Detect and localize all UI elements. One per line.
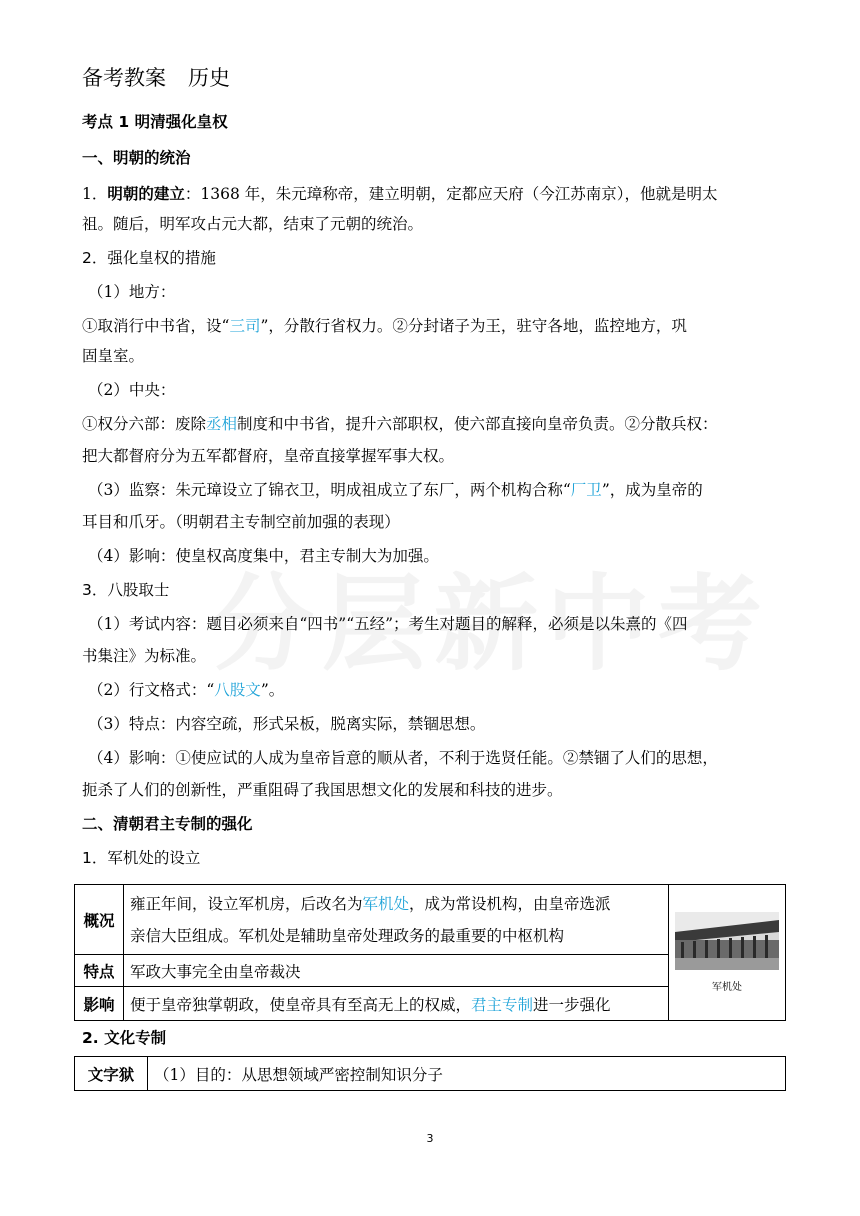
- paragraph-line: 扼杀了人们的创新性，严重阻碍了我国思想文化的发展和科技的进步。: [82, 781, 563, 799]
- text: 进一步强化: [533, 995, 611, 1014]
- row-header-wenziyu: 文字狱: [75, 1057, 148, 1091]
- label-local: （1）地方：: [88, 283, 176, 301]
- row-header-overview: 概况: [75, 885, 124, 955]
- subheading-culture: 2. 文化专制: [82, 1029, 167, 1047]
- text: 亲信大臣组成。军机处是辅助皇帝处理政务的最重要的中枢机构: [130, 926, 565, 945]
- highlight-junzhu: 君主专制: [471, 995, 534, 1014]
- kaodian-heading: 考点 1 明清强化皇权: [82, 113, 228, 131]
- paragraph-bagu-content: （1）考试内容：题目必须来自“四书”“五经”；考生对题目的解释，必须是以朱熹的《四: [88, 615, 688, 633]
- features-cell: 军政大事完全由皇帝裁决: [124, 955, 669, 987]
- section-heading-ming: 一、明朝的统治: [82, 149, 191, 167]
- row-header-impact: 影响: [75, 987, 124, 1021]
- overview-cell: [124, 885, 669, 955]
- text: ”，成为皇帝的: [601, 481, 703, 499]
- highlight-chengxiang: 丞相: [206, 415, 238, 433]
- row-header-features: 特点: [75, 955, 124, 987]
- item-number: 1．: [82, 185, 108, 203]
- highlight-sansi: 三司: [229, 317, 261, 335]
- paragraph-line: 固皇室。: [82, 347, 145, 365]
- paragraph-text: ：1368 年，朱元璋称帝，建立明朝，定都应天府（今江苏南京），他就是明太: [184, 185, 718, 203]
- text: 雍正年间，设立军机房，后改名为: [130, 894, 363, 913]
- subheading-measures: 2．强化皇权的措施: [82, 249, 216, 267]
- paragraph-line: 耳目和爪牙。（明朝君主专制空前加强的表现）: [82, 513, 400, 531]
- paragraph-ming-founding: [82, 184, 718, 204]
- paragraph-line: 书集注》为标准。: [82, 647, 207, 665]
- paragraph-bagu-format: [88, 680, 284, 700]
- photo-caption: 军机处: [712, 982, 742, 993]
- paragraph-bagu-features: （3）特点：内容空疏，形式呆板，脱离实际，禁锢思想。: [88, 715, 486, 733]
- page-title: [82, 62, 230, 92]
- subheading-junjichu: 1．军机处的设立: [82, 849, 201, 867]
- label-central: （2）中央：: [88, 381, 176, 399]
- paragraph-supervision: [88, 480, 703, 500]
- header-course: 历史: [188, 66, 230, 90]
- paragraph-central: [82, 414, 718, 434]
- impact-cell: [124, 987, 669, 1021]
- text: （3）监察：朱元璋设立了锦衣卫，明成祖成立了东厂，两个机构合称“: [88, 481, 571, 499]
- text: ”，分散行省权力。②分封诸子为王，驻守各地，监控地方，巩: [260, 317, 687, 335]
- page-number: 3: [426, 1132, 434, 1145]
- text: ，成为常设机构，由皇帝选派: [409, 894, 611, 913]
- paragraph-line: 祖。随后，明军攻占元大都，结束了元朝的统治。: [82, 215, 424, 233]
- highlight-junjichu: 军机处: [362, 894, 410, 913]
- junjichu-photo: [675, 912, 779, 970]
- paragraph-local: [82, 316, 687, 336]
- text: （2）行文格式：“: [88, 681, 215, 699]
- text: 便于皇帝独掌朝政，使皇帝具有至高无上的权威，: [130, 995, 472, 1014]
- text: ①取消行中书省，设“: [82, 317, 230, 335]
- text: 制度和中书省，提升六部职权，使六部直接向皇帝负责。②分散兵权：: [237, 415, 718, 433]
- section-heading-qing: 二、清朝君主专制的强化: [82, 815, 253, 833]
- text: ①权分六部：废除: [82, 415, 207, 433]
- paragraph-bagu-impact: （4）影响：①使应试的人成为皇帝旨意的顺从者，不利于选贤任能。②禁锢了人们的思想，: [88, 749, 718, 767]
- wenziyu-cell: （1）目的：从思想领域严密控制知识分子: [148, 1057, 786, 1091]
- item-label: 明朝的建立: [107, 185, 185, 203]
- junjichu-table: [74, 884, 786, 1021]
- subheading-bagu: 3．八股取士: [82, 581, 170, 599]
- paragraph-line: 把大都督府分为五军都督府，皇帝直接掌握军事大权。: [82, 447, 455, 465]
- highlight-baguwen: 八股文: [214, 681, 261, 699]
- junjichu-photo-cell: [669, 885, 786, 1021]
- highlight-changwei: 厂卫: [570, 481, 602, 499]
- paragraph-impact: （4）影响：使皇权高度集中，君主专制大为加强。: [88, 547, 439, 565]
- header-subject: 备考教案: [82, 66, 166, 90]
- text: ”。: [260, 681, 285, 699]
- wenziyu-table: [74, 1056, 786, 1091]
